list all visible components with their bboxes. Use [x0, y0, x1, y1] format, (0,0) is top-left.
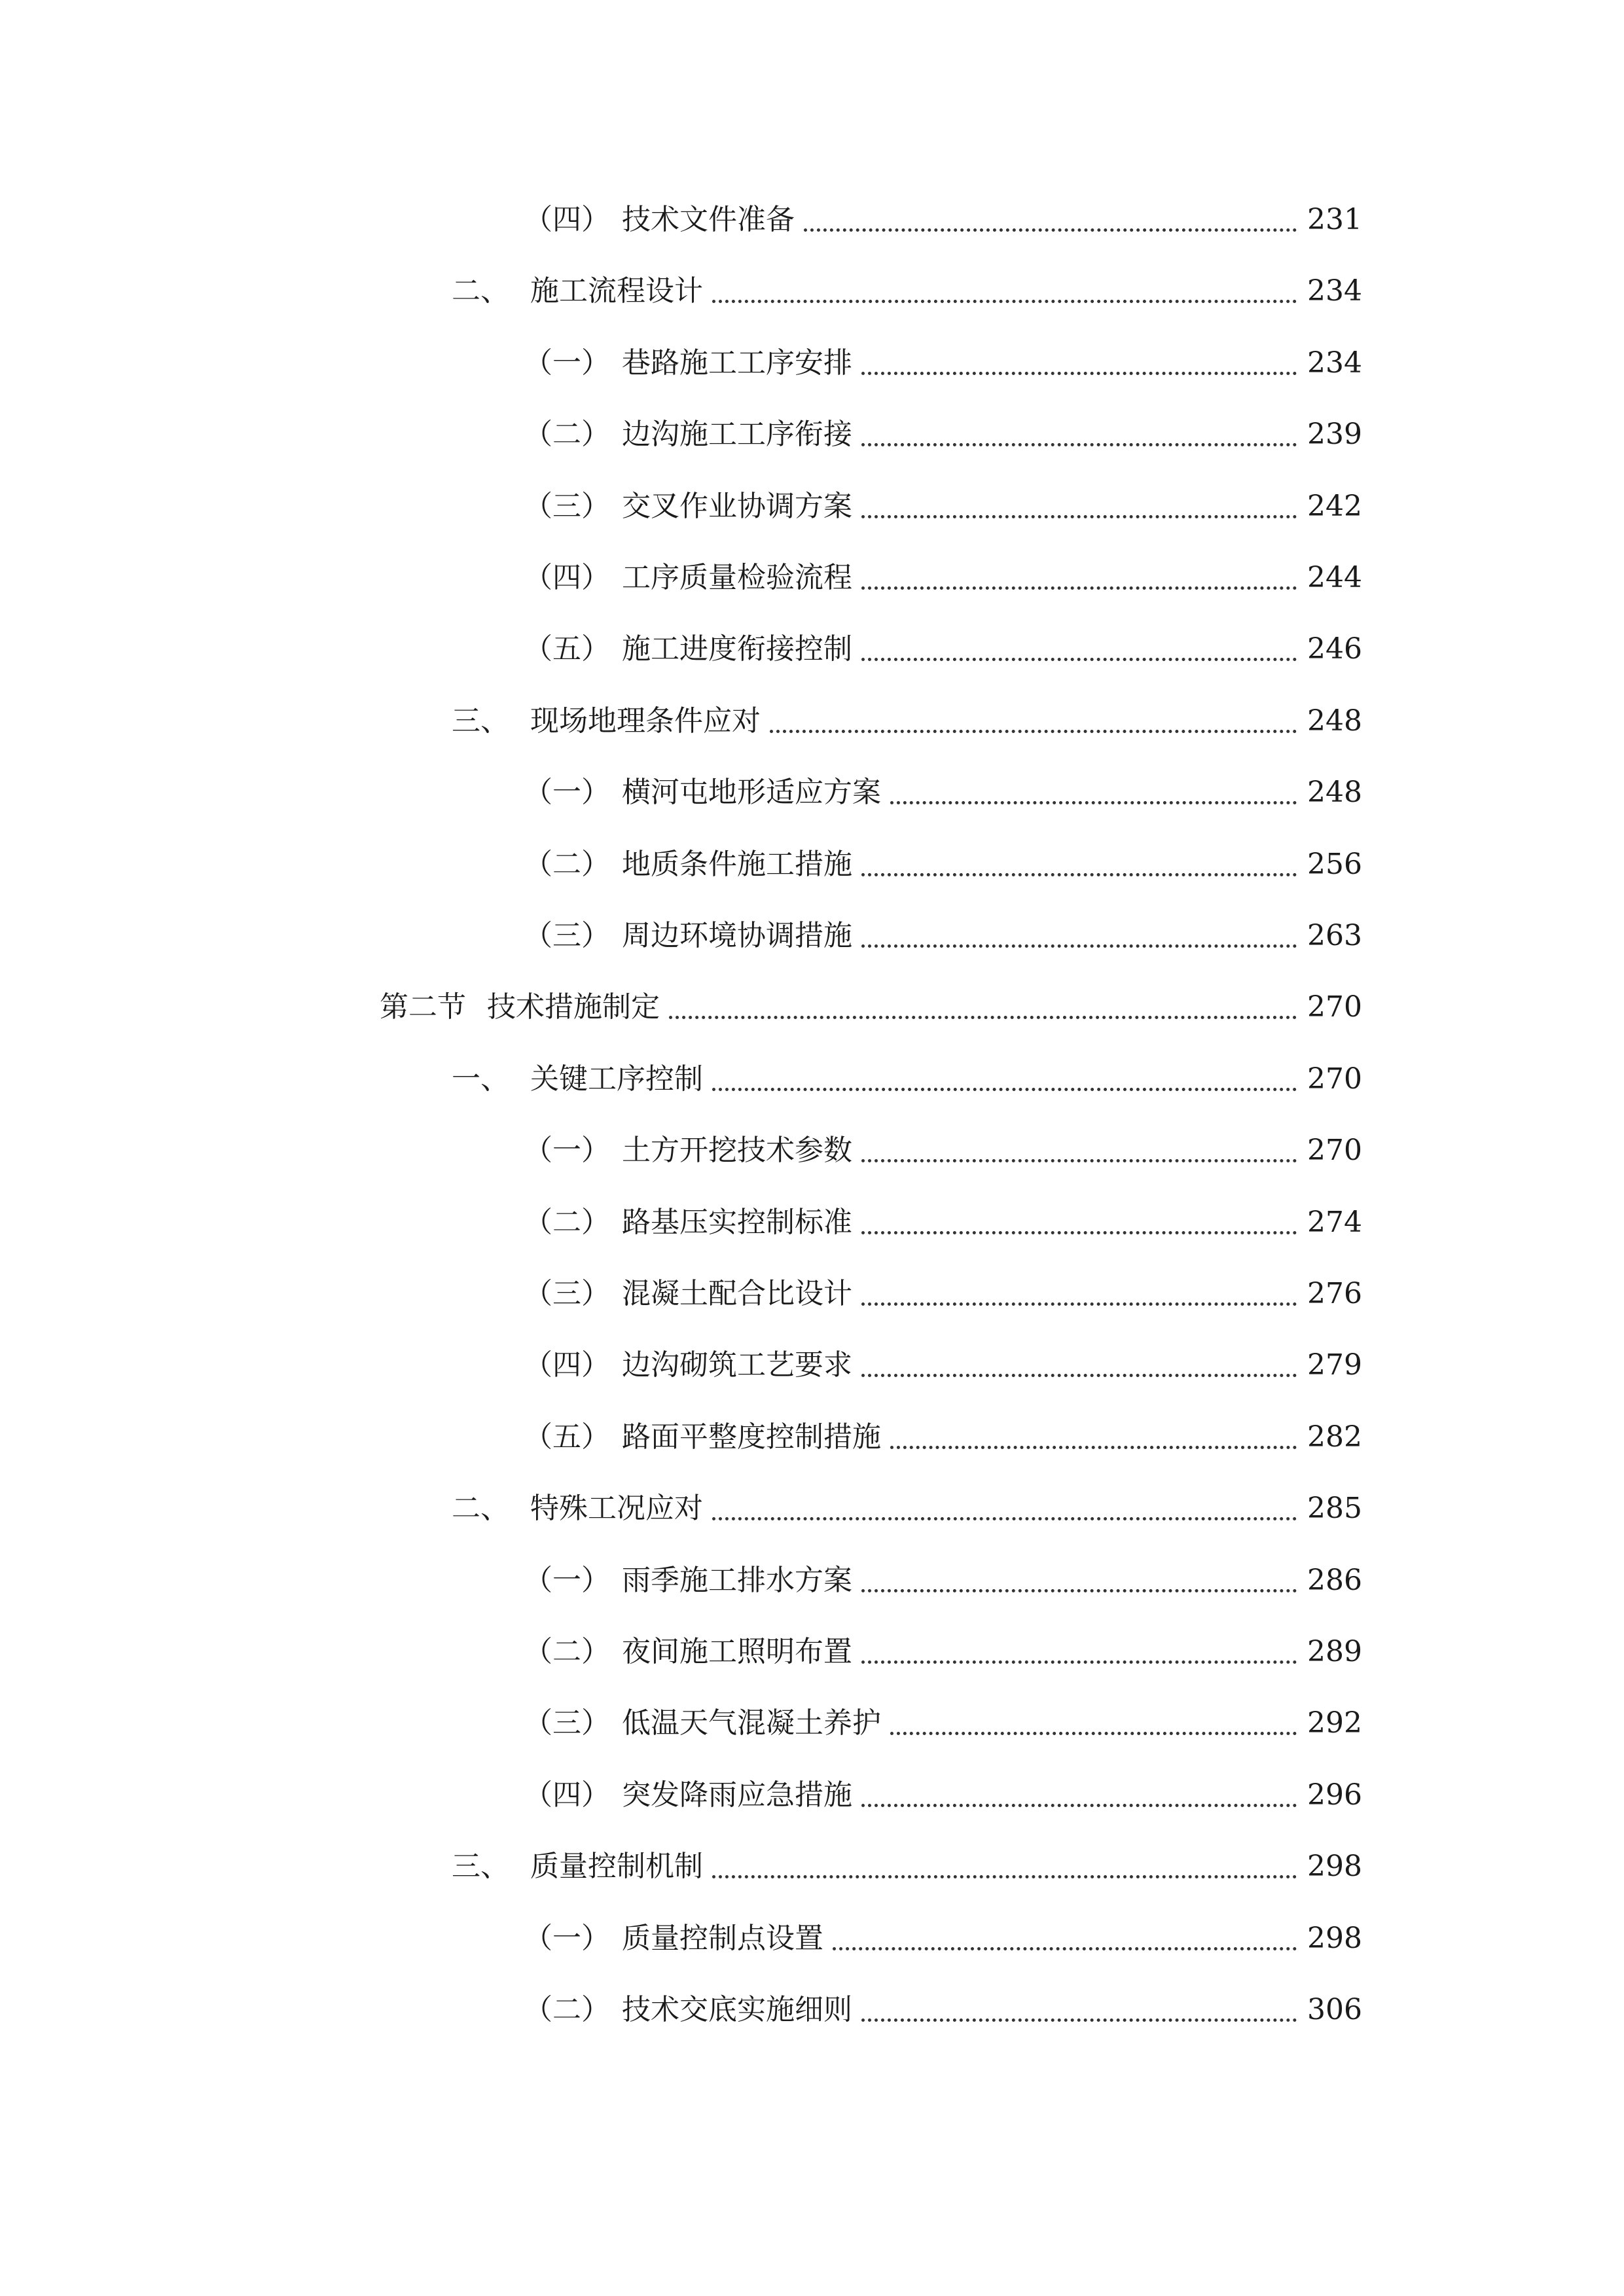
toc-entry[interactable] [524, 1124, 1362, 1170]
toc-entry-page: 234 [1307, 274, 1362, 308]
toc-entry-number: （二） [524, 418, 610, 451]
toc-entry-number: （一） [524, 346, 610, 380]
dot-leader [861, 628, 1297, 661]
toc-entry-title: 工序质量检验流程 [622, 561, 852, 594]
toc-entry[interactable] [524, 194, 1362, 240]
toc-entry[interactable] [524, 1769, 1362, 1815]
toc-entry-page: 285 [1307, 1492, 1362, 1525]
toc-entry-number: （三） [524, 919, 610, 952]
toc-entry-page: 244 [1307, 561, 1362, 594]
toc-entry-title: 特殊工况应对 [530, 1492, 703, 1525]
toc-entry[interactable] [524, 1697, 1362, 1743]
dot-leader [890, 771, 1297, 804]
toc-entry-title: 夜间施工照明布置 [622, 1635, 852, 1668]
toc-entry-title: 巷路施工工序安排 [622, 346, 852, 380]
toc-entry-page: 231 [1307, 203, 1362, 236]
dot-leader [669, 986, 1297, 1019]
toc-entry-title: 边沟砌筑工艺要求 [622, 1348, 852, 1382]
toc-entry-title: 技术交底实施细则 [622, 1993, 852, 2026]
toc-entry-number: 一、 [452, 1062, 509, 1096]
toc-entry-number: （二） [524, 1206, 610, 1239]
toc-entry-number: （五） [524, 632, 610, 666]
toc-entry[interactable] [524, 766, 1362, 812]
toc-entry-number: （四） [524, 203, 610, 236]
toc-entry-page: 263 [1307, 919, 1362, 952]
toc-entry-number: 第二节 [380, 990, 466, 1024]
toc-entry-number: （三） [524, 1277, 610, 1310]
toc-entry-number: （三） [524, 490, 610, 523]
toc-entry-page: 279 [1307, 1348, 1362, 1382]
dot-leader [861, 1201, 1297, 1234]
toc-entry-title: 技术文件准备 [622, 203, 795, 236]
dot-leader [861, 1988, 1297, 2022]
toc-entry[interactable] [524, 1554, 1362, 1600]
dot-leader [833, 1917, 1297, 1950]
dot-leader [770, 700, 1297, 733]
toc-entry[interactable] [452, 1053, 1362, 1099]
toc-entry-number: （一） [524, 1564, 610, 1597]
toc-entry-number: （二） [524, 1635, 610, 1668]
toc-entry-title: 路面平整度控制措施 [622, 1420, 881, 1454]
toc-entry[interactable] [524, 1984, 1362, 2030]
toc-entry[interactable] [524, 1268, 1362, 1314]
toc-entry[interactable] [524, 910, 1362, 956]
toc-entry[interactable] [452, 265, 1362, 311]
toc-entry-page: 234 [1307, 346, 1362, 380]
toc-entry-title: 地质条件施工措施 [622, 848, 852, 881]
dot-leader [861, 914, 1297, 948]
toc-entry-page: 296 [1307, 1778, 1362, 1812]
toc-entry-title: 质量控制点设置 [622, 1922, 823, 1955]
toc-entry-title: 现场地理条件应对 [530, 704, 761, 738]
toc-entry-title: 技术措施制定 [487, 990, 660, 1024]
toc-entry[interactable] [524, 552, 1362, 598]
toc-entry-number: 二、 [452, 274, 509, 308]
toc-entry-number: （二） [524, 1993, 610, 2026]
toc-entry-number: （四） [524, 561, 610, 594]
toc-entry-title: 施工流程设计 [530, 274, 703, 308]
toc-entry-title: 路基压实控制标准 [622, 1206, 852, 1239]
toc-entry-number: 三、 [452, 704, 509, 738]
toc-entry-title: 突发降雨应急措施 [622, 1778, 852, 1812]
toc-entry[interactable] [524, 1912, 1362, 1958]
toc-entry-title: 土方开挖技术参数 [622, 1134, 852, 1167]
toc-entry-title: 施工进度衔接控制 [622, 632, 852, 666]
dot-leader [861, 843, 1297, 876]
toc-entry[interactable] [524, 408, 1362, 454]
toc-entry-number: （一） [524, 776, 610, 809]
toc-entry-number: （一） [524, 1922, 610, 1955]
toc-entry-page: 276 [1307, 1277, 1362, 1310]
toc-entry-page: 248 [1307, 704, 1362, 738]
toc-entry-page: 270 [1307, 1134, 1362, 1167]
toc-entry-page: 286 [1307, 1564, 1362, 1597]
dot-leader [712, 1058, 1297, 1091]
toc-entry-page: 248 [1307, 776, 1362, 809]
dot-leader [861, 1774, 1297, 1807]
dot-leader [861, 1129, 1297, 1162]
toc-entry-page: 270 [1307, 1062, 1362, 1096]
toc-entry[interactable] [524, 623, 1362, 669]
toc-entry-page: 292 [1307, 1706, 1362, 1740]
toc-entry[interactable] [524, 1626, 1362, 1672]
dot-leader [861, 1272, 1297, 1306]
dot-leader [861, 1630, 1297, 1664]
toc-entry-page: 282 [1307, 1420, 1362, 1454]
toc-entry-page: 289 [1307, 1635, 1362, 1668]
toc-entry-title: 关键工序控制 [530, 1062, 703, 1096]
toc-entry-title: 周边环境协调措施 [622, 919, 852, 952]
toc-entry-number: （一） [524, 1134, 610, 1167]
toc-entry-number: 二、 [452, 1492, 509, 1525]
dot-leader [804, 198, 1297, 232]
toc-entry-page: 242 [1307, 490, 1362, 523]
toc-entry-page: 239 [1307, 418, 1362, 451]
toc-entry[interactable] [524, 1196, 1362, 1242]
toc-entry[interactable] [524, 838, 1362, 884]
toc-entry-number: 三、 [452, 1850, 509, 1883]
dot-leader [861, 1559, 1297, 1592]
toc-entry-page: 274 [1307, 1206, 1362, 1239]
toc-entry-number: （四） [524, 1778, 610, 1812]
toc-entry-number: （三） [524, 1706, 610, 1740]
dot-leader [861, 1344, 1297, 1377]
toc-entry-page: 256 [1307, 848, 1362, 881]
dot-leader [712, 1845, 1297, 1878]
dot-leader [861, 556, 1297, 590]
toc-entry[interactable] [524, 1339, 1362, 1385]
toc-entry[interactable] [452, 1482, 1362, 1528]
dot-leader [712, 1487, 1297, 1520]
toc-entry-number: （二） [524, 848, 610, 881]
toc-entry[interactable] [452, 1840, 1362, 1886]
toc-entry-page: 298 [1307, 1850, 1362, 1883]
toc-entry-number: （五） [524, 1420, 610, 1454]
toc-entry[interactable] [524, 480, 1362, 526]
toc-entry-number: （四） [524, 1348, 610, 1382]
dot-leader [712, 270, 1297, 303]
toc-entry-title: 雨季施工排水方案 [622, 1564, 852, 1597]
dot-leader [861, 342, 1297, 375]
toc-entry-page: 306 [1307, 1993, 1362, 2026]
toc-entry[interactable] [524, 337, 1362, 383]
dot-leader [861, 413, 1297, 446]
toc-entry[interactable] [380, 981, 1362, 1027]
toc-entry-title: 混凝土配合比设计 [622, 1277, 852, 1310]
toc-entry-page: 246 [1307, 632, 1362, 666]
toc-entry[interactable] [452, 695, 1362, 741]
toc-entry[interactable] [524, 1411, 1362, 1457]
toc-entry-title: 质量控制机制 [530, 1850, 703, 1883]
dot-leader [890, 1702, 1297, 1735]
toc-entry-title: 交叉作业协调方案 [622, 490, 852, 523]
toc-entry-title: 横河屯地形适应方案 [622, 776, 881, 809]
dot-leader [890, 1416, 1297, 1449]
toc-entry-page: 298 [1307, 1922, 1362, 1955]
toc-entry-title: 边沟施工工序衔接 [622, 418, 852, 451]
dot-leader [861, 485, 1297, 518]
toc-entry-page: 270 [1307, 990, 1362, 1024]
toc-entry-title: 低温天气混凝土养护 [622, 1706, 881, 1740]
